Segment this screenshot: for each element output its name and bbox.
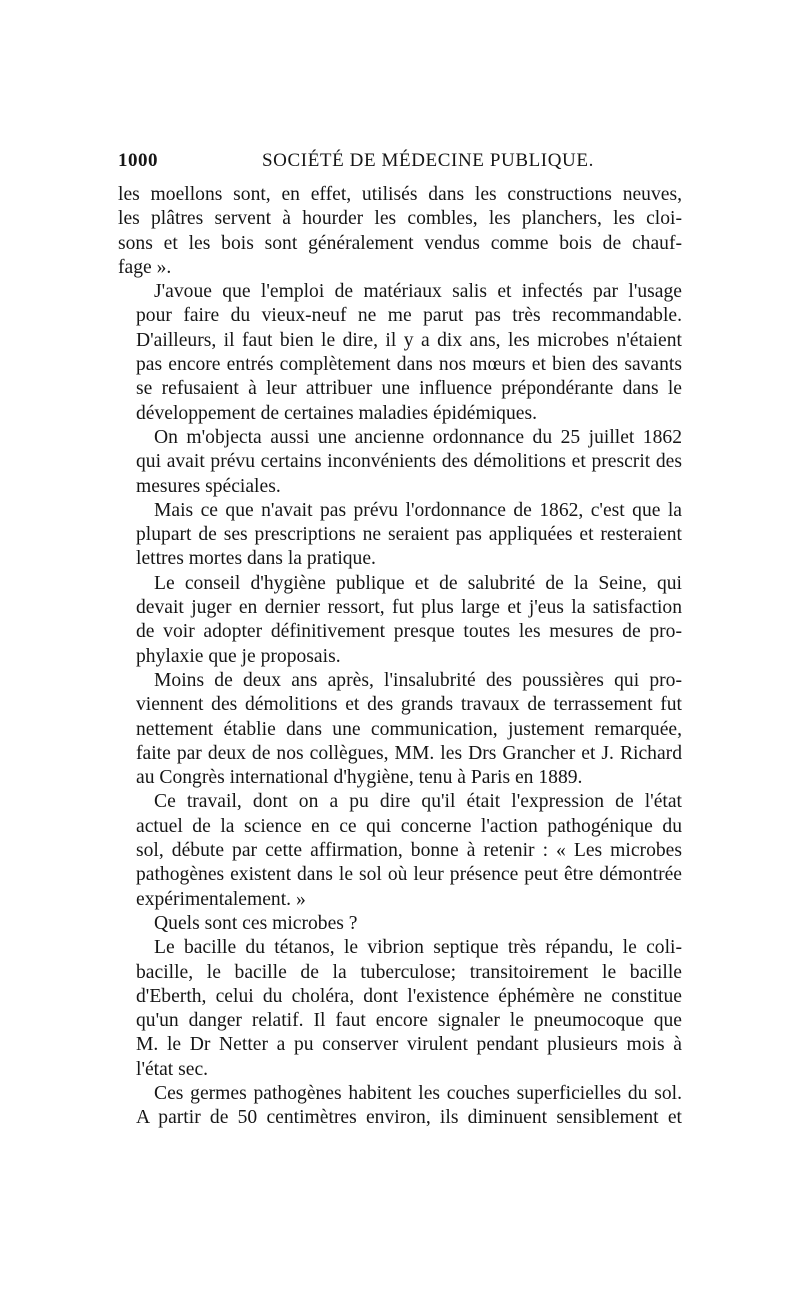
text-line: qui avait prévu certains inconvénients des démolitions et prescrit des: [136, 451, 682, 473]
paragraph-3: [118, 426, 682, 499]
text-line: se refusaient à leur attribuer une influence prépondérante dans le: [136, 378, 682, 400]
text-line: développement de certaines maladies épidémiques.: [136, 402, 537, 424]
text-line: D'ailleurs, il faut bien le dire, il y a dix ans, les microbes n'étaient: [136, 329, 682, 351]
paragraph-8: [118, 912, 682, 936]
paragraph-2: [118, 280, 682, 426]
text-line: Quels sont ces microbes ?: [154, 912, 358, 934]
text-line: au Congrès international d'hygiène, tenu à Paris en 1889.: [136, 767, 583, 789]
text-line: faite par deux de nos collègues, MM. les Drs Grancher et J. Richard: [136, 742, 682, 764]
text-line: sons et les bois sont généralement vendus comme bois de chauf-: [118, 232, 682, 254]
paragraph-6: [118, 669, 682, 790]
text-line: plupart de ses prescriptions ne seraient pas appliquées et resteraient: [136, 524, 682, 546]
running-title: SOCIÉTÉ DE MÉDECINE PUBLIQUE.: [262, 150, 594, 171]
text-line: A partir de 50 centimètres environ, ils diminuent sensiblement et: [136, 1107, 682, 1129]
page-number: 1000: [118, 150, 158, 171]
text-line: J'avoue que l'emploi de matériaux salis et infectés par l'usage: [154, 281, 682, 303]
text-line: actuel de la science en ce qui concerne l'action pathogénique du: [136, 815, 682, 837]
paragraph-10: [118, 1082, 682, 1131]
text-line: de voir adopter définitivement presque toutes les mesures de pro-: [136, 621, 682, 643]
paragraph-7: [118, 790, 682, 911]
text-line: qu'un danger relatif. Il faut encore signaler le pneumocoque que: [136, 1010, 682, 1032]
paragraph-1: [118, 183, 682, 280]
text-line: sol, débute par cette affirmation, bonne à retenir : « Les microbes: [136, 840, 682, 862]
text-line: mesures spéciales.: [136, 475, 281, 497]
text-line: nettement établie dans une communication, justement remarquée,: [136, 718, 682, 740]
text-line: pathogènes existent dans le sol où leur présence peut être démontrée: [136, 864, 682, 886]
text-line: viennent des démolitions et des grands travaux de terrassement fut: [136, 694, 682, 716]
text-line: Mais ce que n'avait pas prévu l'ordonnance de 1862, c'est que la: [154, 499, 682, 521]
text-line: lettres mortes dans la pratique.: [136, 548, 376, 570]
paragraph-9: [118, 936, 682, 1082]
page-header: [118, 150, 682, 180]
text-line: pas encore entrés complètement dans nos mœurs et bien des savants: [136, 354, 682, 376]
text-line: les moellons sont, en effet, utilisés dans les constructions neuves,: [118, 184, 682, 205]
text-line: Ce travail, dont on a pu dire qu'il était l'expression de l'état: [154, 791, 682, 813]
text-line: pour faire du vieux-neuf ne me parut pas très recommandable.: [136, 305, 682, 327]
text-line: Moins de deux ans après, l'insalubrité des poussières qui pro-: [154, 669, 682, 691]
text-line: bacille, le bacille de la tuberculose; transitoirement le bacille: [136, 961, 682, 983]
text-line: phylaxie que je proposais.: [136, 645, 341, 667]
paragraph-5: [118, 572, 682, 669]
paragraph-4: [118, 499, 682, 572]
text-line: On m'objecta aussi une ancienne ordonnance du 25 juillet 1862: [154, 426, 682, 448]
text-line: Ces germes pathogènes habitent les couches superficielles du sol.: [154, 1082, 682, 1104]
text-line: expérimentalement. »: [136, 888, 306, 910]
text-line: devait juger en dernier ressort, fut plus large et j'eus la satisfaction: [136, 597, 682, 619]
text-line: d'Eberth, celui du choléra, dont l'existence éphémère ne constitue: [136, 985, 682, 1007]
text-line: Le bacille du tétanos, le vibrion septique très répandu, le coli-: [154, 937, 682, 959]
text-line: M. le Dr Netter a pu conserver virulent pendant plusieurs mois à: [136, 1034, 682, 1056]
text-line: fage ».: [118, 256, 172, 278]
body-text: [118, 183, 682, 1131]
text-line: Le conseil d'hygiène publique et de salubrité de la Seine, qui: [154, 572, 682, 594]
text-line: l'état sec.: [136, 1058, 209, 1080]
text-line: les plâtres servent à hourder les combles, les planchers, les cloi-: [118, 208, 682, 230]
